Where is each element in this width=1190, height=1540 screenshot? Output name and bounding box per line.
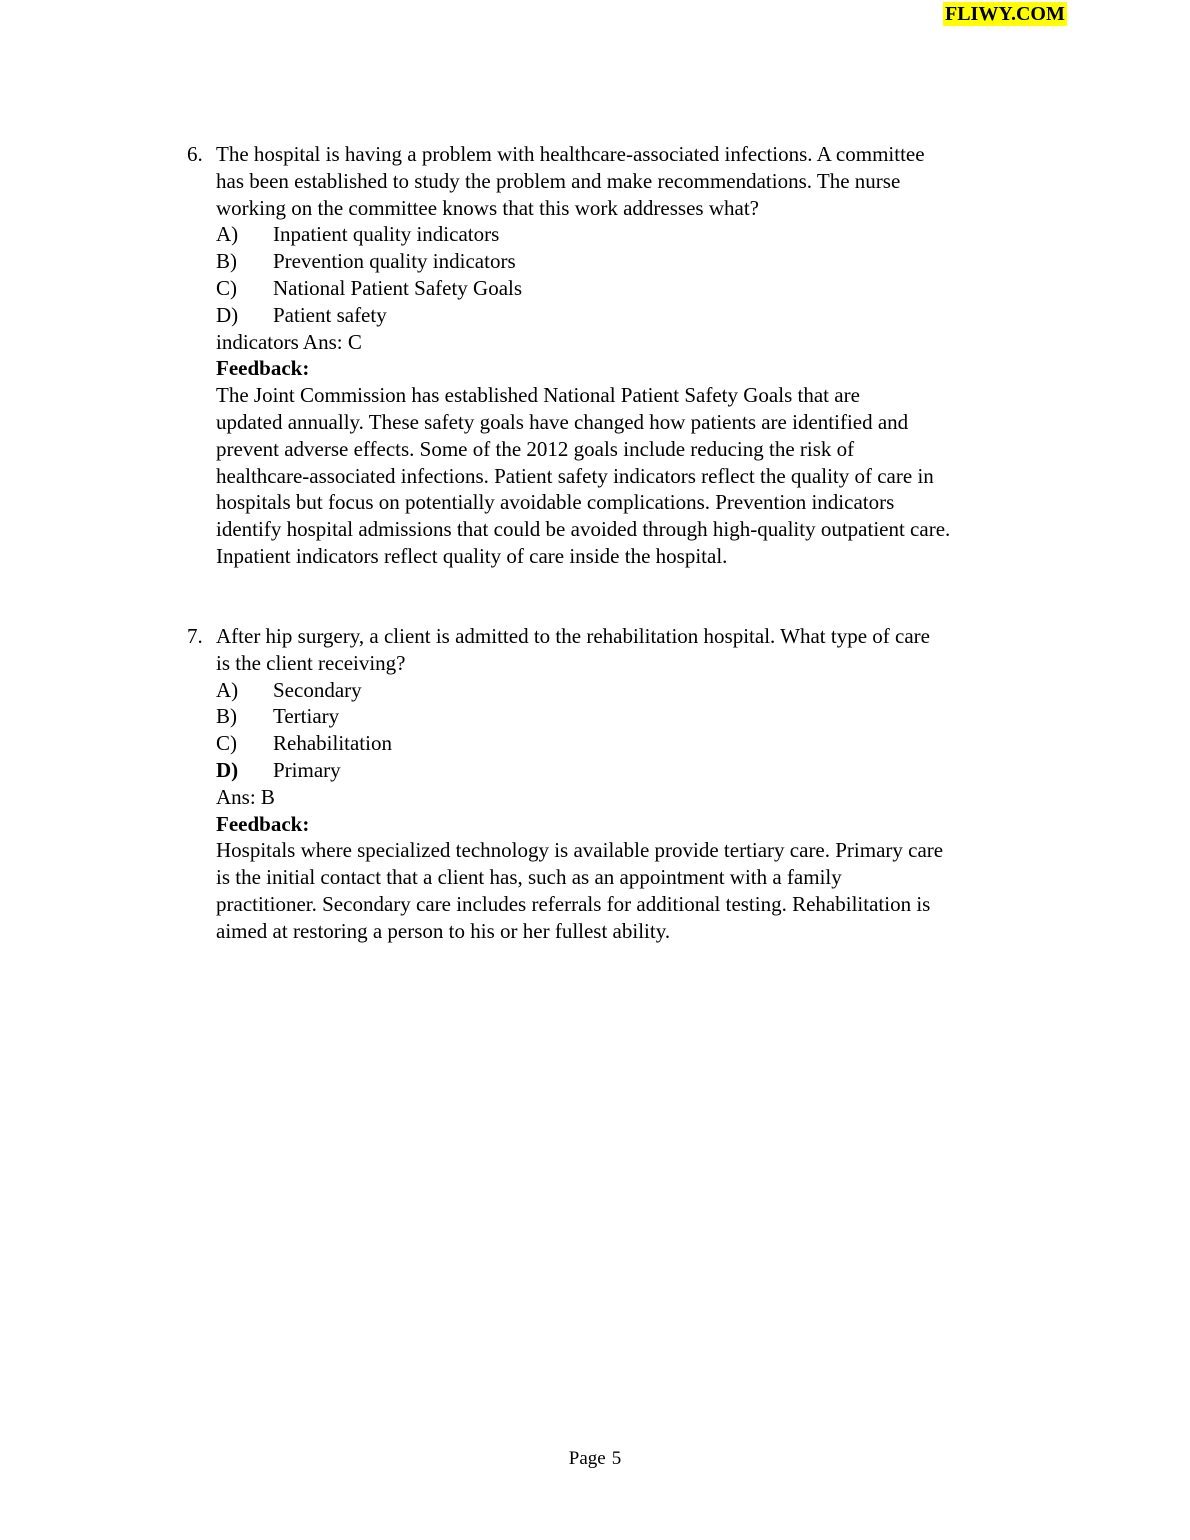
option-b: [216, 703, 1047, 730]
question-stem: After hip surgery, a client is admitted to the rehabilitation hospital. What type of care: [216, 624, 930, 648]
option-text: Rehabilitation: [273, 731, 392, 756]
question-stem: is the client receiving?: [216, 650, 406, 675]
option-c: [216, 730, 1047, 757]
option-letter: B): [216, 704, 237, 729]
feedback-line: identify hospital admissions that could be avoided through high-quality outpatient care.: [216, 517, 951, 542]
question-number: 7.: [187, 624, 203, 648]
watermark: FLIWY.COM: [945, 3, 1065, 25]
option-text: Secondary: [273, 677, 362, 702]
option-letter: A): [216, 222, 239, 247]
question-number: 6.: [187, 142, 203, 166]
answer: Ans: B: [216, 784, 275, 809]
option-d: [216, 302, 1047, 329]
feedback-line: practitioner. Secondary care includes referrals for additional testing. Rehabilitation is: [216, 891, 931, 916]
feedback-line: aimed at restoring a person to his or her fullest ability.: [216, 918, 671, 943]
option-d: [216, 757, 1047, 784]
feedback-label: Feedback:: [216, 811, 310, 836]
question-stem: has been established to study the problem and make recommendations. The nurse: [216, 168, 901, 193]
feedback-line: hospitals but focus on potentially avoidable complications. Prevention indicators: [216, 490, 895, 515]
feedback-label: Feedback:: [216, 356, 310, 381]
option-text: Patient safety: [273, 302, 387, 327]
option-c: [216, 275, 1047, 302]
option-letter: C): [216, 731, 237, 756]
feedback-line: The Joint Commission has established National Patient Safety Goals that are: [216, 383, 860, 408]
page-footer: [0, 1448, 1190, 1470]
feedback-line: healthcare-associated infections. Patient safety indicators reflect the quality of care in: [216, 463, 934, 488]
option-a: [216, 221, 1047, 248]
option-letter: D): [216, 757, 239, 782]
feedback-line: updated annually. These safety goals have changed how patients are identified and: [216, 409, 909, 434]
feedback-line: Inpatient indicators reflect quality of care inside the hospital.: [216, 543, 728, 568]
option-letter: B): [216, 249, 237, 274]
page-number: 5: [611, 1448, 622, 1469]
option-letter: D): [216, 302, 239, 327]
question-stem: working on the committee knows that this work addresses what?: [216, 195, 759, 220]
option-a: [216, 677, 1047, 704]
feedback-line: prevent adverse effects. Some of the 2012 goals include reducing the risk of: [216, 436, 855, 461]
feedback-line: is the initial contact that a client has, such as an appointment with a family: [216, 865, 842, 890]
option-text: Primary: [273, 757, 341, 782]
option-text: Prevention quality indicators: [273, 249, 516, 274]
option-b: [216, 248, 1047, 275]
question-7: [187, 623, 1047, 945]
option-letter: C): [216, 275, 237, 300]
option-text: Inpatient quality indicators: [273, 222, 500, 247]
option-text: Tertiary: [273, 704, 340, 729]
feedback-line: Hospitals where specialized technology is available provide tertiary care. Primary care: [216, 838, 944, 863]
question-stem: The hospital is having a problem with healthcare-associated infections. A committee: [216, 142, 925, 166]
question-6: [187, 141, 1047, 570]
page-label: Page: [568, 1448, 606, 1469]
answer: indicators Ans: C: [216, 329, 362, 354]
option-text: National Patient Safety Goals: [273, 275, 523, 300]
option-letter: A): [216, 677, 239, 702]
